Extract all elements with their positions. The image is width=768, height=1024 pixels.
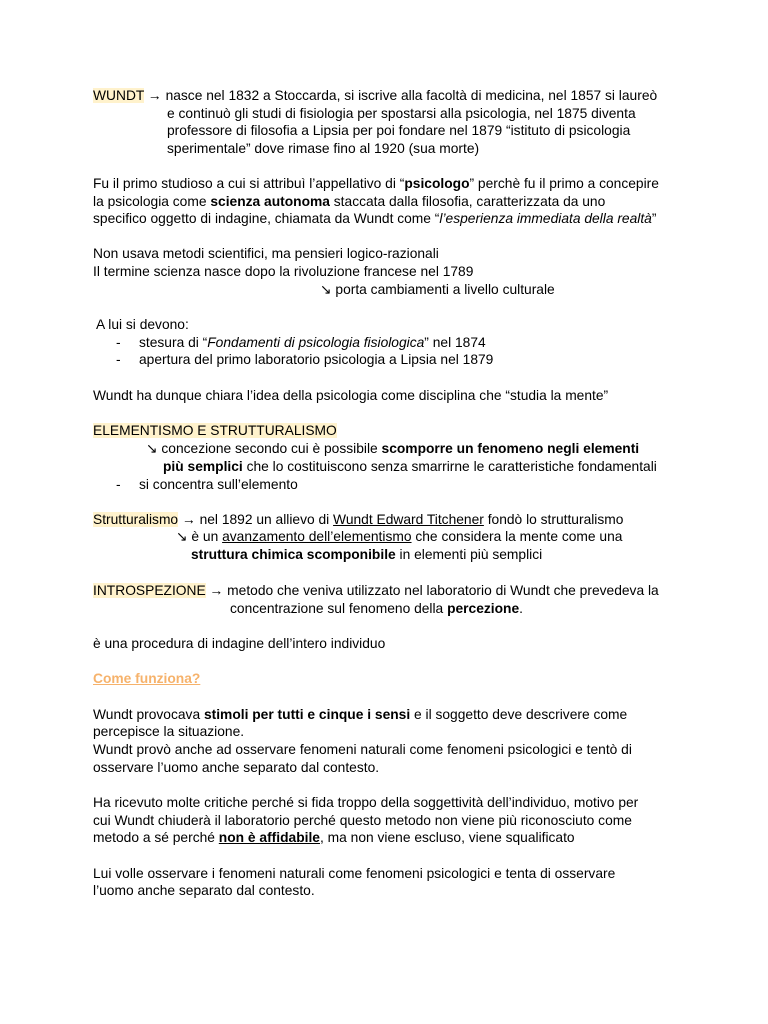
text: Wundt provocava <box>93 707 204 722</box>
para-psicologo-line-3 <box>93 210 656 227</box>
text: specifico oggetto di indagine, chiamata da Wundt come “ <box>93 211 440 226</box>
para-stimoli-line-2: percepisce la situazione. <box>93 724 245 739</box>
text: . <box>519 601 523 616</box>
list-dash: - <box>116 335 121 350</box>
text: metodo a sé perché <box>93 830 219 845</box>
para-stimoli-line-3: Wundt provò anche ad osservare fenomeni naturali come fenomeni psicologici e tentò di <box>93 742 632 757</box>
bold-text: struttura chimica scomponibile <box>191 547 396 562</box>
para-critiche-line-2: cui Wundt chiuderà il laboratorio perché questo metodo non viene più riconosciuto come <box>93 813 632 828</box>
elementismo-item: si concentra sull’elemento <box>139 477 298 492</box>
para-critiche-line-1: Ha ricevuto molte critiche perché si fida troppo della soggettività dell’individuo, motivo per <box>93 795 639 810</box>
text: la psicologia come <box>93 194 211 209</box>
text: ↘ concezione secondo cui è possibile <box>146 441 382 456</box>
underlined-text: Wundt Edward Titchener <box>333 512 484 527</box>
elementismo-heading <box>93 422 337 439</box>
list-dash: - <box>116 352 121 367</box>
elementismo-line-1 <box>146 440 639 457</box>
para-psicologo-line-1 <box>93 175 659 192</box>
text: → nel 1892 un allievo di <box>178 512 334 527</box>
para-metodi-line-2: Il termine scienza nasce dopo la rivoluzione francese nel 1789 <box>93 264 474 279</box>
wundt-line-3: professore di filosofia a Lipsia per poi fondare nel 1879 “istituto di psicologia <box>167 123 631 138</box>
text: ” <box>651 211 657 226</box>
bold-text: percezione <box>447 601 520 616</box>
text: e il soggetto deve descrivere come <box>410 707 628 722</box>
wundt-text-1: nasce nel 1832 a Stoccarda, si iscrive alla facoltà di medicina, nel 1857 si laureò <box>165 88 658 103</box>
strutturalismo-label: Strutturalismo <box>93 512 179 527</box>
elementismo-line-2 <box>163 458 657 475</box>
bold-text: più semplici <box>163 459 243 474</box>
text: staccata dalla filosofia, caratterizzata da uno <box>329 194 606 209</box>
text: che considera la mente come una <box>411 529 623 544</box>
text: → metodo che veniva utilizzato nel laboratorio di Wundt che prevedeva la <box>205 583 659 598</box>
text: ” perchè fu il primo a concepire <box>469 176 659 191</box>
introspezione-line-2 <box>230 600 523 617</box>
italic-text: Fondamenti di psicologia fisiologica <box>207 335 425 350</box>
para-psicologo-line-2 <box>93 193 605 210</box>
text: fondò lo strutturalismo <box>483 512 624 527</box>
para-osservare-line-2: l’uomo anche separato dal contesto. <box>93 883 315 898</box>
text: che lo costituiscono senza smarrirne le caratteristiche fondamentali <box>242 459 657 474</box>
come-funziona-heading: Come funziona? <box>93 671 201 686</box>
italic-text: l’esperienza immediata della realtà <box>439 211 652 226</box>
text: in elementi più semplici <box>395 547 543 562</box>
wundt-line-2: e continuò gli studi di fisiologia per spostarsi alla psicologia, nel 1875 diventa <box>167 106 636 121</box>
bold-text: stimoli per tutti e cinque i sensi <box>203 707 411 722</box>
text: ” nel 1874 <box>424 335 486 350</box>
bold-text: psicologo <box>404 176 470 191</box>
para-critiche-line-3 <box>93 829 575 846</box>
para-stimoli-line-4: osservare l’uomo anche separato dal contesto. <box>93 760 380 775</box>
introspezione-label: INTROSPEZIONE <box>93 583 206 598</box>
underlined-text: avanzamento dell’elementismo <box>222 529 412 544</box>
para-osservare-line-1: Lui volle osservare i fenomeni naturali come fenomeni psicologici e tenta di osservare <box>93 866 616 881</box>
bold-text: scienza autonoma <box>210 194 330 209</box>
list-dash: - <box>116 477 121 492</box>
wundt-line-1 <box>93 87 657 104</box>
strutturalismo-line-2 <box>176 528 622 545</box>
wundt-line-4: sperimentale” dove rimase fino al 1920 (sua morte) <box>167 141 480 156</box>
arrow: → <box>144 88 166 103</box>
bold-underlined-text: non è affidabile <box>218 830 320 845</box>
text: stesura di “ <box>139 335 208 350</box>
para-stimoli-line-1 <box>93 706 627 723</box>
text: concentrazione sul fenomeno della <box>230 601 448 616</box>
para-metodi-line-1: Non usava metodi scientifici, ma pensieri logico-razionali <box>93 246 439 261</box>
para-studia-mente: Wundt ha dunque chiara l’idea della psicologia come disciplina che “studia la mente” <box>93 388 609 403</box>
para-metodi-line-3: ↘ porta cambiamenti a livello culturale <box>320 282 555 297</box>
highlighted-heading: ELEMENTISMO E STRUTTURALISMO <box>93 423 337 438</box>
para-procedura: è una procedura di indagine dell’intero individuo <box>93 636 386 651</box>
text: Fu il primo studioso a cui si attribuì l’appellativo di “ <box>93 176 405 191</box>
devono-heading: A lui si devono: <box>96 317 189 332</box>
strutturalismo-line-3 <box>191 546 542 563</box>
devono-item-2: apertura del primo laboratorio psicologia a Lipsia nel 1879 <box>139 352 494 367</box>
strutturalismo-line-1 <box>93 511 623 528</box>
text: ↘ è un <box>176 529 223 544</box>
text: , ma non viene escluso, viene squalificato <box>319 830 575 845</box>
devono-item-1 <box>139 334 486 351</box>
wundt-label: WUNDT <box>93 88 145 103</box>
introspezione-line-1 <box>93 582 659 599</box>
bold-text: scomporre un fenomeno negli elementi <box>381 441 640 456</box>
